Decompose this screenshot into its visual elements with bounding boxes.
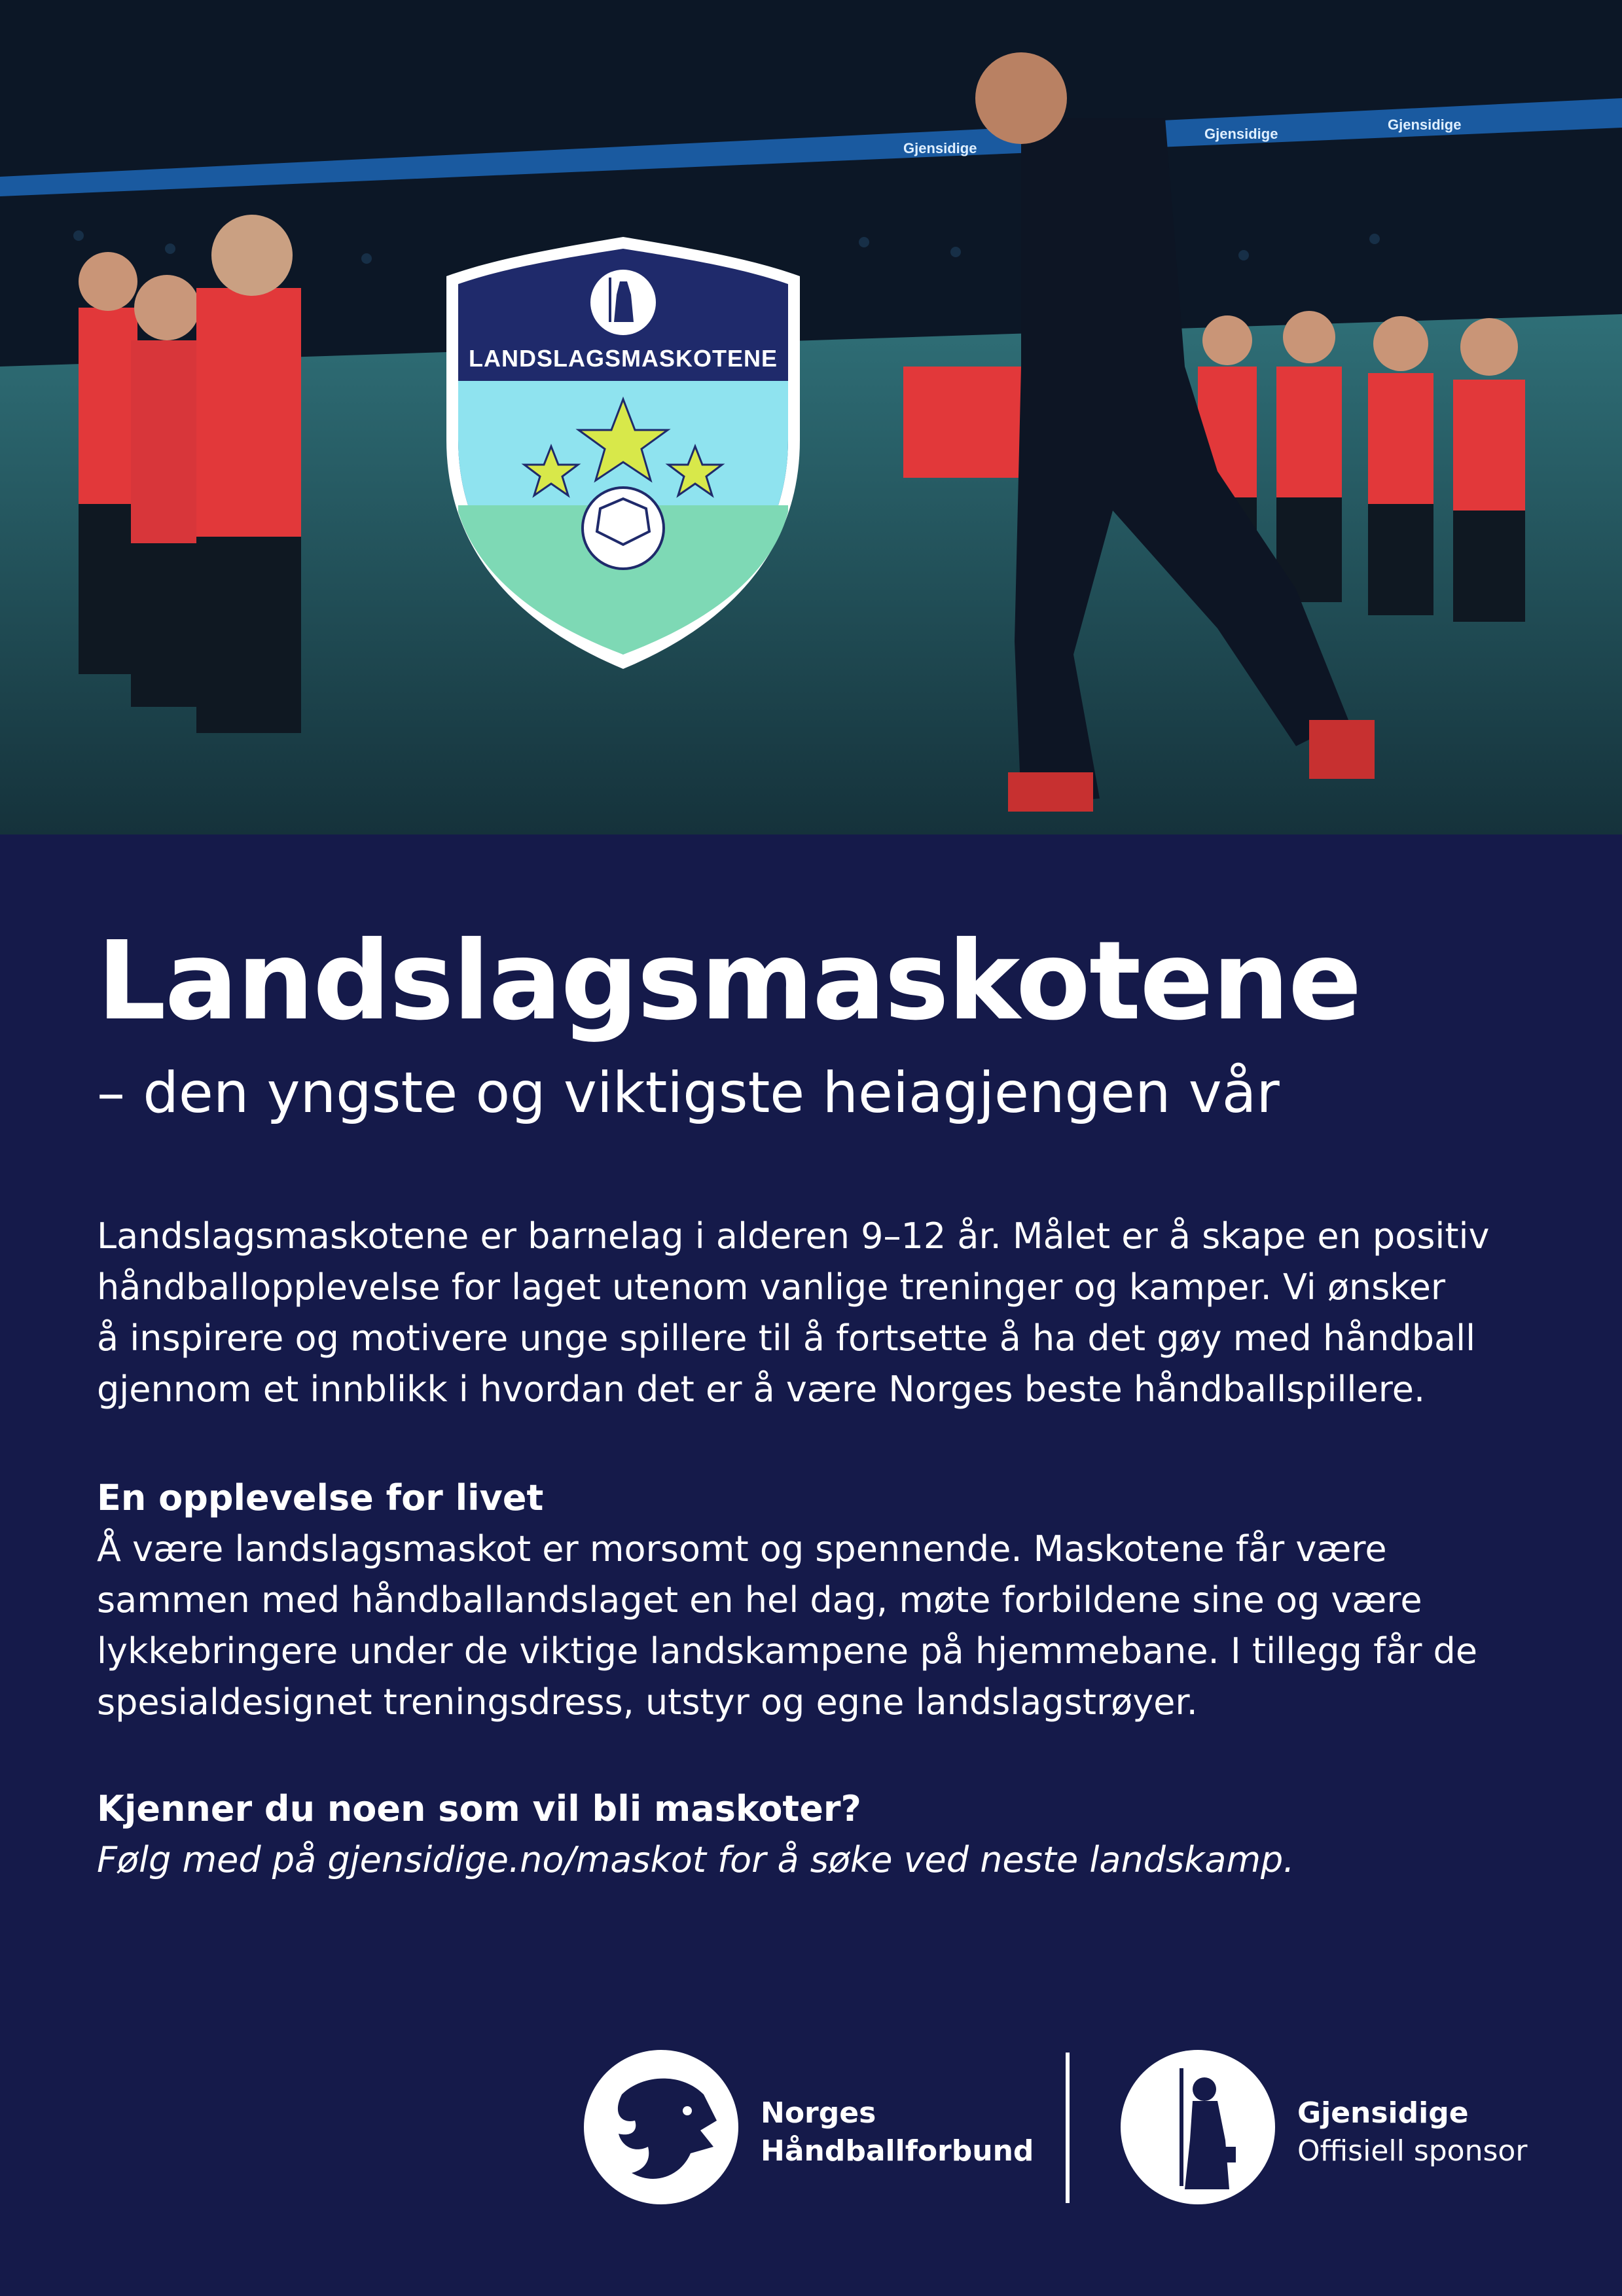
section-experience — [97, 1473, 1537, 1728]
section-heading: Kjenner du noen som vil bli maskoter? — [97, 1788, 861, 1829]
section-heading: En opplevelse for livet — [97, 1477, 544, 1518]
intro-line: å inspirere og motivere unge spillere til å fortsette å ha det gøy med håndball — [97, 1318, 1476, 1359]
section-line: lykkebringere under de viktige landskampene på hjemmebane. I tillegg får de — [97, 1630, 1478, 1672]
sponsor-label — [1297, 2094, 1527, 2170]
arena-scene — [0, 0, 1622, 834]
landslagsmaskotene-crest — [440, 230, 806, 675]
section-apply — [97, 1784, 1537, 1886]
ribbon-text: Gjensidige — [1388, 117, 1462, 133]
section-line: spesialdesignet treningsdress, utstyr og egne landslagstrøyer. — [97, 1681, 1198, 1723]
ribbon-text: Gjensidige — [1204, 126, 1278, 142]
apply-link-text: Følg med på gjensidige.no/maskot for å søke ved neste landskamp. — [97, 1839, 1295, 1880]
sponsor-role: Offisiell sponsor — [1297, 2134, 1528, 2168]
hero-photo — [0, 0, 1622, 834]
intro-paragraph — [97, 1211, 1537, 1415]
lion-head-icon — [583, 2049, 740, 2206]
section-line: sammen med håndballandslaget en hel dag, møte forbildene sine og være — [97, 1579, 1422, 1621]
nhf-name-line1: Norges — [761, 2096, 876, 2130]
nhf-name-line2: Håndballforbund — [761, 2134, 1034, 2168]
shield-icon — [440, 230, 806, 675]
section-line: Å være landslagsmaskot er morsomt og spennende. Maskotene får være — [97, 1528, 1387, 1570]
crest-label: LANDSLAGSMASKOTENE — [468, 345, 778, 372]
ribbon-text: Gjensidige — [903, 140, 977, 156]
footer-divider — [1066, 2053, 1070, 2203]
intro-line: håndballopplevelse for laget utenom vanlige treninger og kamper. Vi ønsker — [97, 1266, 1446, 1308]
intro-line: gjennom et innblikk i hvordan det er å være Norges beste håndballspillere. — [97, 1369, 1426, 1410]
sponsor-name: Gjensidige — [1297, 2096, 1469, 2130]
nhf-label — [761, 2094, 1034, 2170]
page-title: Landslagsmaskotene — [97, 918, 1361, 1045]
gjensidige-watchman-icon — [1119, 2049, 1276, 2206]
page-subtitle: – den yngste og viktigste heiagjengen vår — [97, 1060, 1280, 1126]
intro-line: Landslagsmaskotene er barnelag i alderen 9–12 år. Målet er å skape en positiv — [97, 1215, 1490, 1257]
mascot-children-left — [79, 215, 301, 733]
